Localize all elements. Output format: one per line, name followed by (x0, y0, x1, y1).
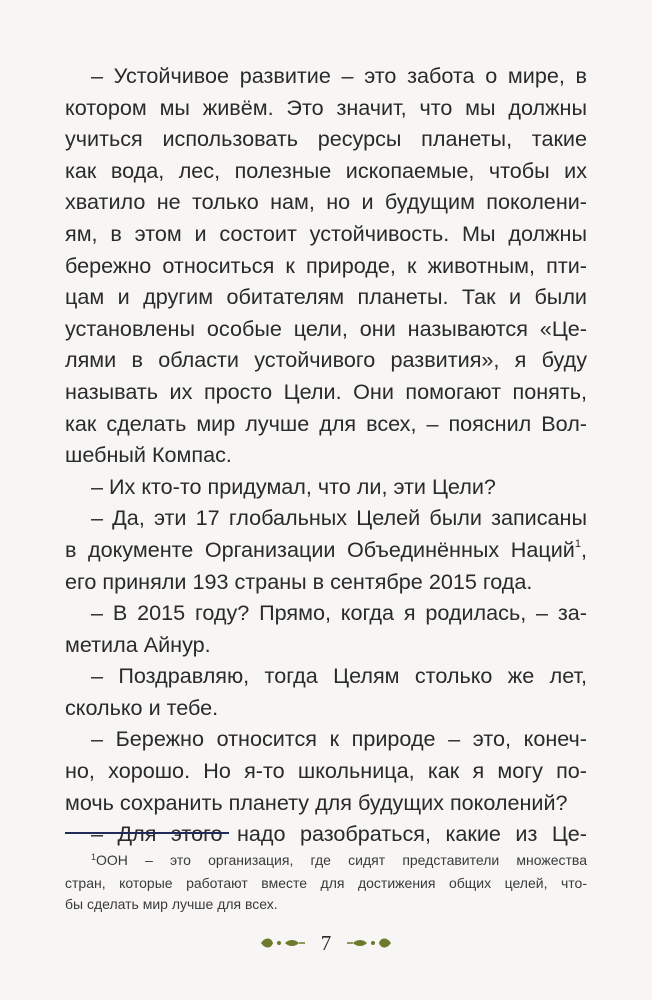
text-line: котором мы живём. Это значит, что мы должны (65, 94, 587, 120)
text-segment: в документе Организации Объединённых Наций (65, 536, 575, 562)
text-line: но, хорошо. Но я-то школьница, как я могу по- (65, 758, 587, 784)
text-line: – Да, эти 17 глобальных Целей были записаны (91, 505, 587, 531)
footnote-line: стран, которые работают вместе для достижения общих целей, что- (65, 875, 587, 891)
text-line: лями в области устойчивого развития», я буду (65, 347, 587, 373)
paragraph (65, 502, 587, 597)
text-line: его приняли 193 страны в сентябре 2015 года. (65, 568, 533, 594)
footnote-line (65, 850, 587, 873)
text-line: – В 2015 году? Прямо, когда я родилась, – за- (91, 600, 587, 626)
paragraph (65, 597, 587, 660)
footnote-divider (65, 832, 229, 834)
text-line: мочь сохранить планету для будущих поколений? (65, 789, 568, 815)
footnote-line: бы сделать мир лучше для всех. (65, 896, 278, 912)
text-line: называть их просто Цели. Они помогают понять, (65, 378, 587, 404)
paragraph (65, 471, 587, 503)
paragraph (65, 723, 587, 818)
text-line: хватило не только нам, но и будущим поколени- (65, 189, 587, 215)
footnote-reference[interactable]: 1 (574, 537, 581, 550)
text-line: метила Айнур. (65, 631, 211, 657)
text-line: как вода, лес, полезные ископаемые, чтобы их (65, 157, 587, 183)
text-line: – Поздравляю, тогда Целям столько же лет, (91, 663, 587, 689)
text-line: ям, в этом и состоит устойчивость. Мы должны (65, 220, 587, 246)
leaf-ornament-right-icon (345, 935, 393, 951)
footnote-mark: 1 (91, 852, 97, 862)
page-footer (0, 928, 652, 958)
paragraph (65, 60, 587, 471)
text-line: шебный Компас. (65, 442, 232, 468)
text-line: как сделать мир лучше для всех, – пояснил Вол- (65, 410, 587, 436)
text-line: бережно относиться к природе, к животным, пти- (65, 252, 587, 278)
text-line: установлены особые цели, они называются «Це- (65, 315, 587, 341)
page-number: 7 (320, 930, 332, 955)
body-text (65, 60, 587, 850)
footnote-text: ООН – это организация, где сидят представители множества (96, 852, 587, 868)
text-line: – Их кто-то придумал, что ли, эти Цели? (91, 473, 496, 499)
leaf-ornament-left-icon (259, 935, 307, 951)
text-line: учиться использовать ресурсы планеты, такие (65, 126, 587, 152)
text-line: – Устойчивое развитие – это забота о мире, в (91, 63, 587, 88)
paragraph (65, 660, 587, 723)
paragraph (65, 818, 587, 850)
text-line: цам и другим обитателям планеты. Так и были (65, 284, 587, 310)
text-line-with-footnote (65, 534, 587, 566)
text-segment: , (581, 536, 587, 562)
text-line: сколько и тебе. (65, 694, 219, 720)
footnote (65, 850, 587, 915)
text-line: – Для этого надо разобраться, какие из Це- (91, 821, 587, 847)
text-line: – Бережно относится к природе – это, конеч- (91, 726, 587, 752)
